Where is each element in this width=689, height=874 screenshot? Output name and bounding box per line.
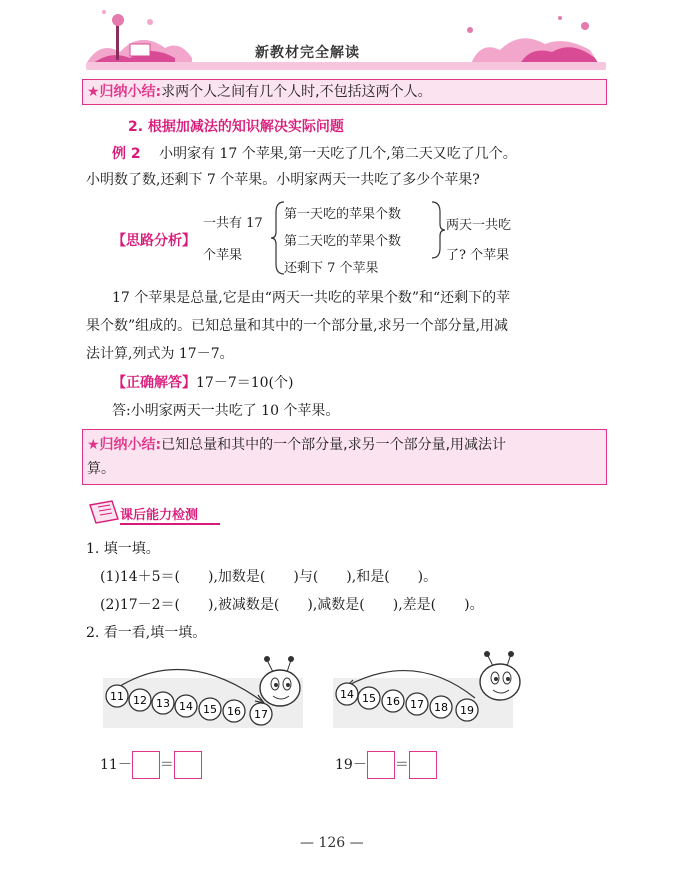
page-header [0, 0, 689, 76]
summary2-text-1: 已知总量和其中的一个部分量,求另一个部分量,用减法计 [161, 437, 507, 453]
segment-label: 17 [410, 698, 424, 711]
section-title: 2. 根据加减法的知识解决实际问题 [128, 119, 344, 135]
question-2: 2. 看一看,填一填。 [86, 625, 207, 641]
segment-label: 14 [340, 688, 354, 701]
explanation-line1: 17 个苹果是总量,它是由“两天一共吃的苹果个数”和“还剩下的苹 [112, 290, 511, 306]
example-text-1: 小明家有 17 个苹果,第一天吃了几个,第二天又吃了几个。 [159, 146, 517, 162]
segment-label: 12 [133, 694, 147, 707]
answer-blank[interactable] [174, 751, 202, 779]
summary2-text-2: 算。 [87, 461, 115, 477]
equation-2 [335, 751, 437, 779]
analysis-right-2: 了? 个苹果 [446, 248, 510, 263]
analysis-mid-1: 第一天吃的苹果个数 [284, 207, 402, 222]
practice-underline [120, 523, 220, 525]
answer-blank[interactable] [367, 751, 395, 779]
equation-1-start: 11－ [100, 757, 132, 773]
question-1: 1. 填一填。 [86, 541, 160, 557]
segment-label: 15 [362, 692, 376, 705]
segment-label: 18 [434, 701, 448, 714]
answer-reply: 答:小明家两天一共吃了 10 个苹果。 [112, 403, 340, 419]
example-label: 例 2 [112, 146, 141, 162]
answer-blank[interactable] [409, 751, 437, 779]
caterpillar-2 [325, 650, 535, 740]
analysis-left-1: 一共有 17 [203, 216, 263, 231]
segment-label: 16 [386, 695, 400, 708]
practice-title: 课后能力检测 [120, 508, 199, 523]
explanation-line3: 法计算,列式为 17－7。 [86, 346, 234, 362]
segment-label: 13 [156, 697, 170, 710]
equals-sign: ＝ [159, 757, 174, 773]
equation-1 [100, 751, 202, 779]
segment-label: 17 [254, 708, 268, 721]
segment-label: 15 [203, 703, 217, 716]
answer-blank[interactable] [132, 751, 160, 779]
explanation-line2: 果个数”组成的。已知总量和其中的一个部分量,求另一个部分量,用减 [86, 318, 509, 334]
summary-box-1 [82, 79, 607, 105]
answer-equation: 17－7＝10(个) [196, 375, 294, 391]
example-line2: 小明数了数,还剩下 7 个苹果。小明家两天一共吃了多少个苹果? [86, 172, 480, 188]
practice-header [86, 499, 224, 527]
segment-label: 11 [110, 690, 124, 703]
segment-label: 14 [179, 700, 193, 713]
example-line1 [112, 142, 622, 166]
segment-label: 19 [460, 704, 474, 717]
summary-text: 求两个人之间有几个人时,不包括这两个人。 [161, 84, 432, 100]
analysis-left-2: 个苹果 [203, 248, 243, 263]
summary2-label: ★归纳小结: [87, 437, 162, 453]
analysis-mid-2: 第二天吃的苹果个数 [284, 234, 402, 249]
header-bar [86, 62, 606, 70]
summary-label: ★归纳小结: [87, 84, 162, 100]
answer-line [112, 371, 293, 395]
right-brace [430, 200, 446, 260]
answer-label: 【正确解答】 [112, 375, 196, 391]
caterpillar-1 [95, 650, 325, 740]
header-title: 新教材完全解读 [255, 45, 360, 61]
segment-label: 16 [227, 705, 241, 718]
analysis-mid-3: 还剩下 7 个苹果 [284, 261, 379, 276]
summary-box-2 [82, 429, 607, 485]
analysis-right-1: 两天一共吃 [446, 218, 512, 233]
equals-sign: ＝ [394, 757, 409, 773]
analysis-label: 【思路分析】 [112, 233, 196, 249]
question-1a: (1)14＋5＝( ),加数是( )与( ),和是( )。 [100, 569, 438, 585]
equation-2-start: 19－ [335, 757, 367, 773]
page-number: — 126 — [300, 835, 364, 851]
question-1b: (2)17－2＝( ),被减数是( ),减数是( ),差是( )。 [100, 597, 484, 613]
